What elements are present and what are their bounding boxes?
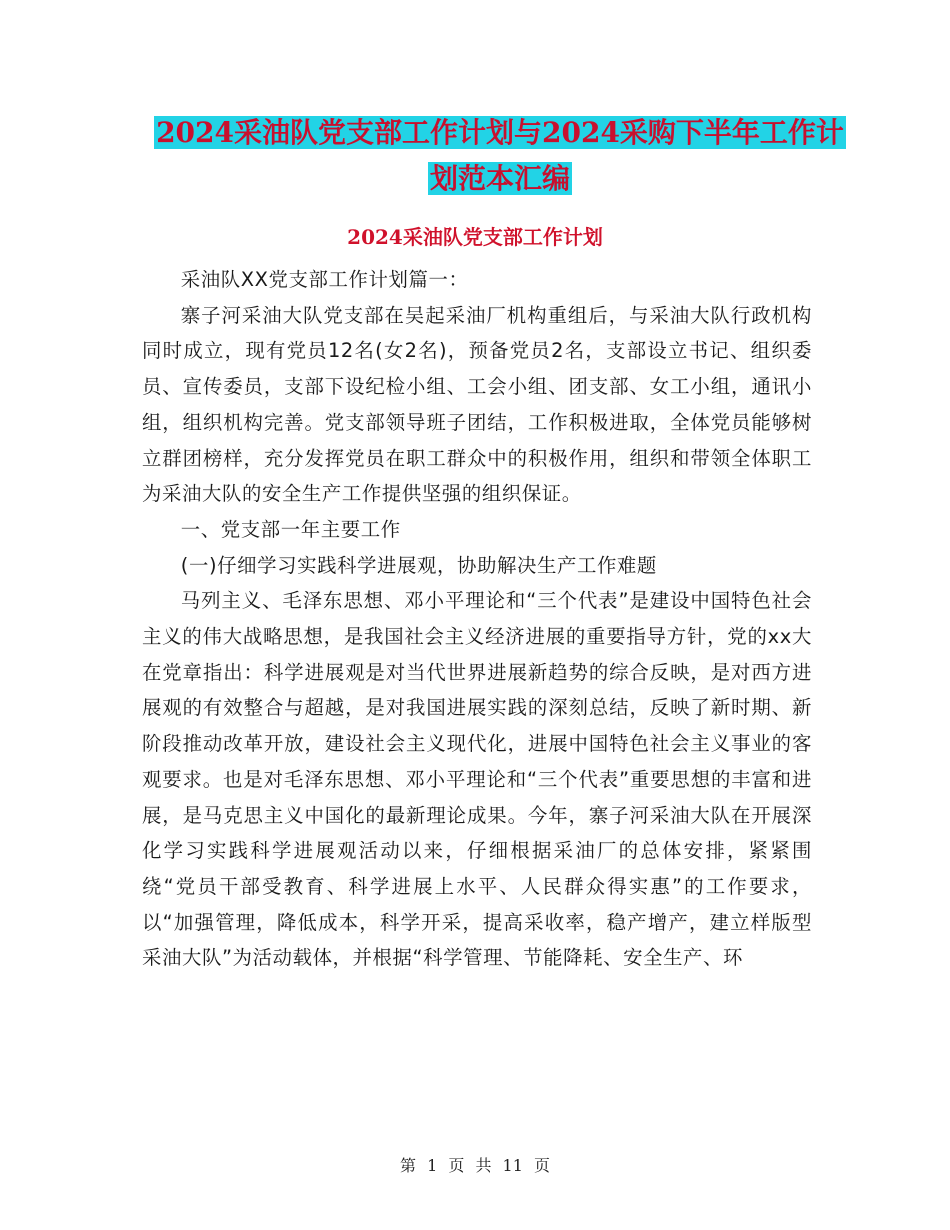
paragraph: 一、党支部一年主要工作 [180,517,401,541]
section-title: 2024采油队党支部工作计划 [347,225,603,249]
paragraph: 寨子河采油大队党支部在吴起采油厂机构重组后，与采油大队行政机构同时成立，现有党员12名(女2名)，预备党员2名，支部设立书记、组织委员、宣传委员，支部下设纪检小组、工会小组、团支部、女工小组，通讯小组，组织机构完善。党支部领导班子团结，工作积极进取，全体党员能够树立群团榜样，充分发挥党员在职工群众中的积极作用，组织和带领全体职工为采油大队的安全生产工作提供坚强的组织保证。 [142,303,812,506]
document-title-line-2: 划范本汇编 [429,162,570,195]
paragraph: 马列主义、毛泽东思想、邓小平理论和“三个代表”是建设中国特色社会主义的伟大战略思想，是我国社会主义经济进展的重要指导方针，党的xx大在党章指出：科学进展观是对当代世界进展新趋势的综合反映，是对西方进展观的有效整合与超越，是对我国进展实践的深刻总结，反映了新时期、新阶段推动改革开放，建设社会主义现代化，进展中国特色社会主义事业的客观要求。也是对毛泽东思想、邓小平理论和“三个代表”重要思想的丰富和进展，是马克思主义中国化的最新理论成果。今年，寨子河采油大队在开展深化学习实践科学进展观活动以来，仔细根据采油厂的总体安排，紧紧围绕“党员干部受教育、科学进展上水平、人民群众得实惠”的工作要求，以“加强管理，降低成本，科学开采，提高采收率，稳产增产，建立样版型采油大队”为活动载体，并根据“科学管理、节能降耗、安全生产、环 [142,589,812,970]
document-title [140,110,860,202]
paragraph: 采油队XX党支部工作计划篇一： [180,268,469,291]
document-body [142,262,812,976]
paragraph: (一)仔细学习实践科学进展观，协助解决生产工作难题 [180,553,657,577]
document-title-line-1: 2024采油队党支部工作计划与2024采购下半年工作计 [156,116,844,149]
page-footer: 第 1 页 共 11 页 [400,1156,550,1175]
